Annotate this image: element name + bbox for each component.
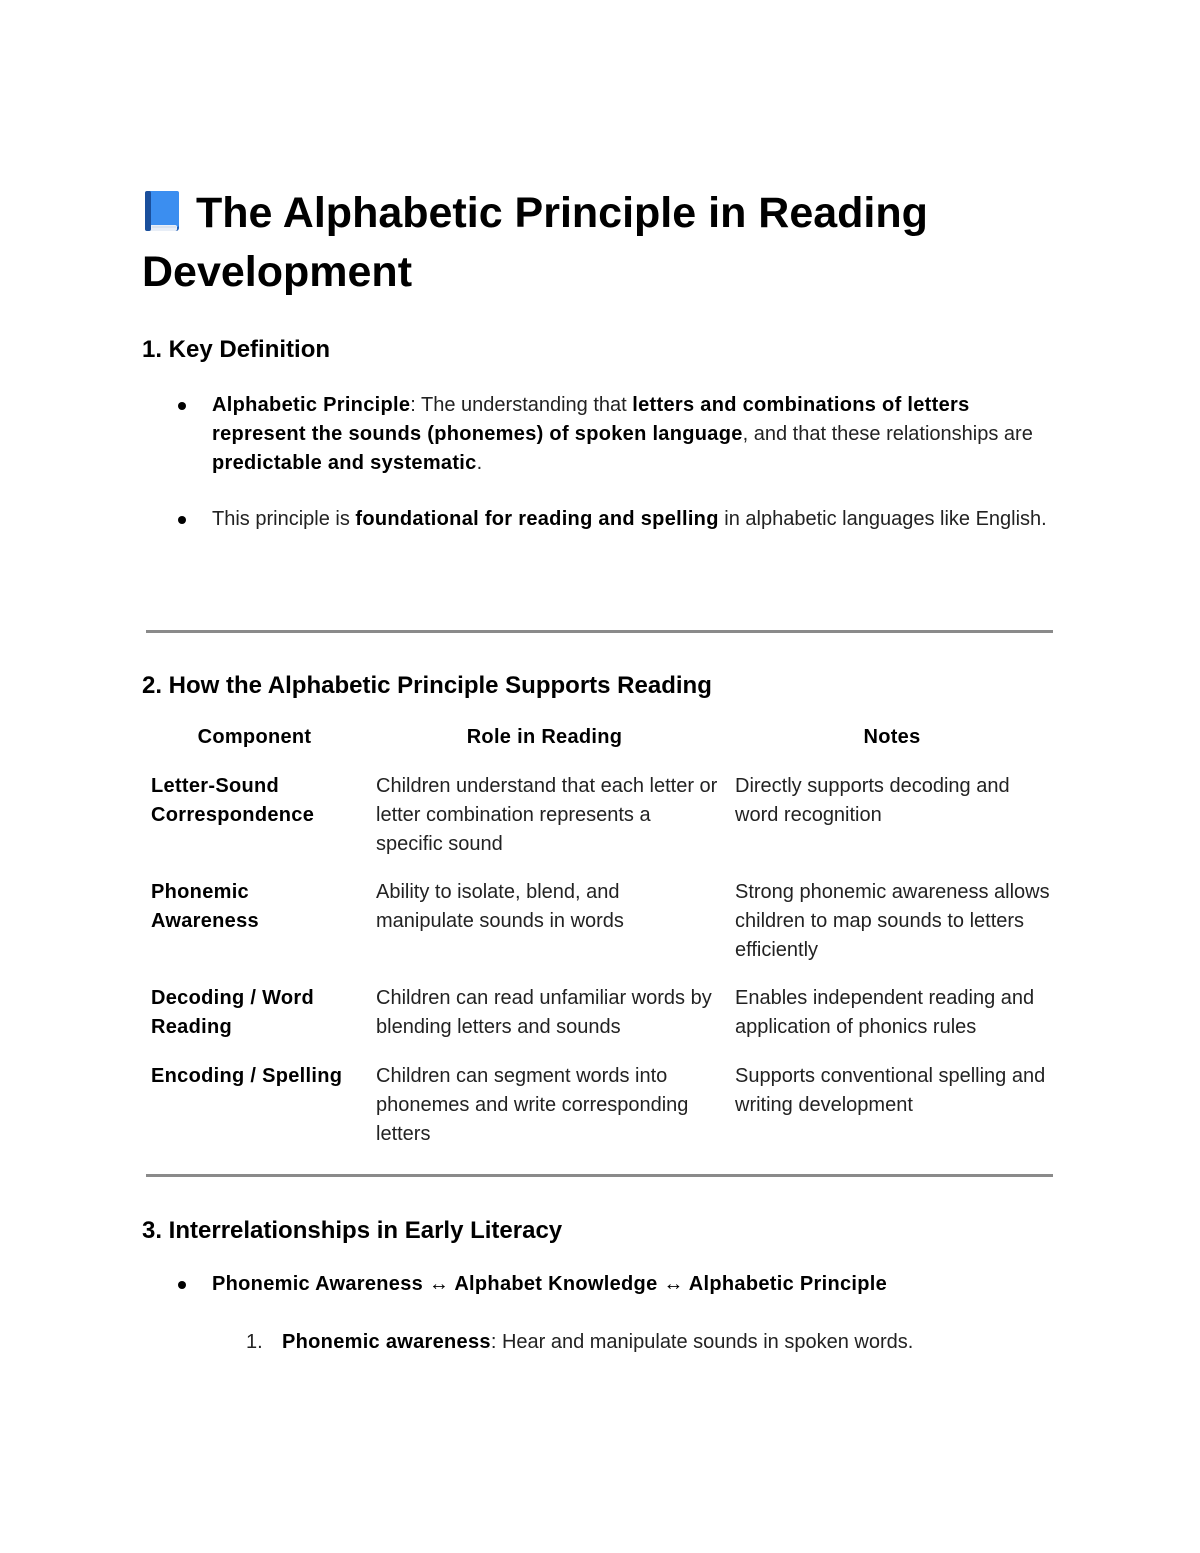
text-span: . [476,452,483,474]
section-heading-supports-reading: 2. How the Alphabetic Principle Supports Reading [142,672,712,699]
bold-span: letters and combinations of letters represent the sounds (phonemes) of spoken language [212,394,970,445]
bullet-text [212,505,1062,534]
text-span: : The understanding that [410,394,633,416]
bullet-text [212,1270,1062,1299]
column-header-role: Role in Reading [466,726,623,748]
table-cell-notes: Supports conventional spelling and writing development [735,1065,1046,1116]
term-alphabetic-principle: Alphabetic Principle [212,394,411,416]
column-header-component: Component [197,726,312,748]
horizontal-rule [146,1174,1053,1177]
bold-span: predictable and systematic [212,452,477,474]
table-cell-component: Letter-Sound Correspondence [151,775,315,826]
bullet-dot-icon [178,1281,186,1289]
text-span: : Hear and manipulate sounds in spoken words. [490,1331,914,1353]
section-heading-key-definition: 1. Key Definition [142,336,331,363]
bullet-dot-icon [178,516,186,524]
table-cell-role: Children can segment words into phonemes and write corresponding letters [376,1065,689,1145]
bullet-dot-icon [178,402,186,410]
page-title [142,184,1042,302]
term-phonemic-awareness: Phonemic awareness [282,1331,491,1353]
section-heading-interrelationships: 3. Interrelationships in Early Literacy [142,1217,563,1244]
blue-book-icon [142,189,182,233]
column-header-notes: Notes [863,726,921,748]
table-cell-component: Decoding / Word Reading [151,987,315,1038]
table-cell-component: Encoding / Spelling [151,1065,343,1087]
page-title-text: The Alphabetic Principle in Reading Development [142,189,928,296]
table-cell-role: Children understand that each letter or letter combination represents a specific sound [376,775,718,855]
text-span: , and that these relationships are [742,423,1033,445]
table-cell-notes: Enables independent reading and application of phonics rules [735,987,1035,1038]
table-cell-notes: Directly supports decoding and word recognition [735,775,1010,826]
bold-span: Phonemic Awareness ↔ Alphabet Knowledge ↔ Alphabetic Principle [212,1273,888,1295]
table-cell-component: Phonemic Awareness [151,881,259,932]
text-span: in alphabetic languages like English. [718,508,1047,530]
table-cell-role: Children can read unfamiliar words by blending letters and sounds [376,987,712,1038]
table-cell-role: Ability to isolate, blend, and manipulate sounds in words [376,881,624,932]
bullet-text [212,391,1062,478]
table-cell-notes: Strong phonemic awareness allows children to map sounds to letters efficiently [735,881,1050,961]
numbered-list-item [246,1328,913,1357]
horizontal-rule [146,630,1053,633]
bold-span: foundational for reading and spelling [355,508,719,530]
text-span: This principle is [212,508,356,530]
list-number: 1. [246,1331,263,1353]
